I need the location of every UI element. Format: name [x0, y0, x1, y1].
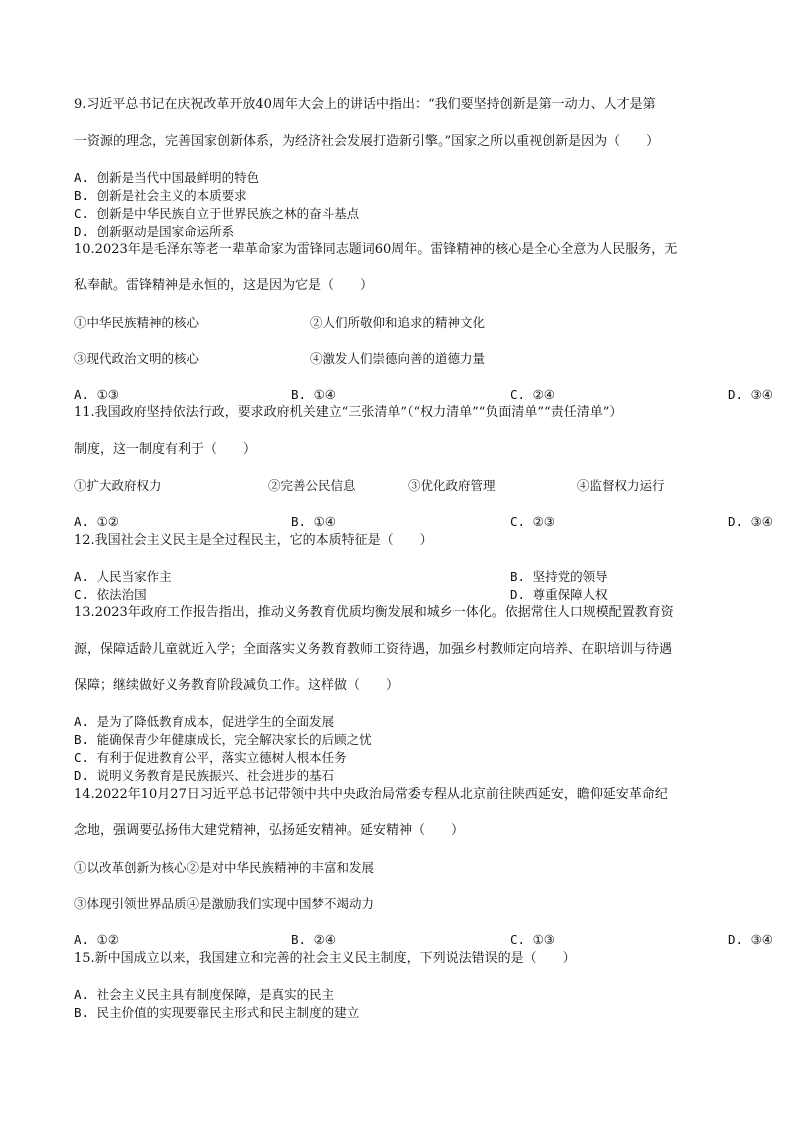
q11-option-d: D. ③④	[728, 514, 773, 529]
q10-item-4: ④激发人们崇德向善的道德力量	[310, 351, 486, 366]
q14-stem-line-1: 14.2022年10月27日习近平总书记带领中共中央政治局常委专程从北京前往陕西延安，瞻仰延安革命纪	[74, 787, 668, 802]
q10-stem-line-2: 私奉献。雷锋精神是永恒的，这是因为它是（ ）	[74, 278, 374, 293]
q14-option-d: D. ③④	[728, 932, 773, 947]
q10-item-3: ③现代政治文明的核心	[74, 351, 200, 366]
q9-option-d: D. 创新驱动是国家命运所系	[74, 224, 235, 239]
q15-stem-line-1: 15.新中国成立以来，我国建立和完善的社会主义民主制度，下列说法错误的是（ ）	[74, 951, 576, 966]
q9-stem-line-2: 一资源的理念，完善国家创新体系，为经济社会发展打造新引擎。”国家之所以重视创新是因为（ ）	[74, 134, 660, 149]
q15-option-a: A. 社会主义民主具有制度保障，是真实的民主	[74, 987, 335, 1002]
q13-stem-line-3: 保障；继续做好义务教育阶段减负工作。这样做（ ）	[74, 678, 400, 693]
q12-option-c: C. 依法治国	[74, 587, 147, 602]
q12-option-a: A. 人民当家作主	[74, 569, 172, 584]
q9-option-c: C. 创新是中华民族自立于世界民族之林的奋斗基点	[74, 206, 360, 221]
q12-option-d: D. 尊重保障人权	[510, 587, 608, 602]
q10-option-a: A. ①③	[74, 387, 119, 402]
q10-option-c: C. ②④	[510, 387, 555, 402]
q9-stem-line-1: 9.习近平总书记在庆祝改革开放40周年大会上的讲话中指出：“我们要坚持创新是第一动力、人才是第	[74, 97, 656, 112]
q9-option-a: A. 创新是当代中国最鲜明的特色	[74, 170, 260, 185]
q11-option-c: C. ②③	[510, 514, 555, 529]
q11-option-b: B. ①④	[291, 514, 336, 529]
q13-stem-line-1: 13.2023年政府工作报告指出，推动义务教育优质均衡发展和城乡一体化。依据常住人口规模配置教育资	[74, 605, 674, 620]
q13-option-c: C. 有利于促进教育公平，落实立德树人根本任务	[74, 750, 347, 765]
q11-option-a: A. ①②	[74, 514, 119, 529]
q10-item-1: ①中华民族精神的核心	[74, 315, 200, 330]
q11-item-3: ③优化政府管理	[408, 478, 496, 493]
q13-stem-line-2: 源，保障适龄儿童就近入学；全面落实义务教育教师工资待遇，加强乡村教师定向培养、在职培训与待遇	[74, 642, 673, 657]
q10-item-2: ②人们所敬仰和追求的精神文化	[310, 315, 486, 330]
q11-stem-line-2: 制度，这一制度有利于（ ）	[74, 442, 257, 457]
q14-option-c: C. ①③	[510, 932, 555, 947]
q13-option-a: A. 是为了降低教育成本，促进学生的全面发展	[74, 714, 335, 729]
q11-item-1: ①扩大政府权力	[74, 478, 162, 493]
q14-option-a: A. ①②	[74, 932, 119, 947]
q11-stem-line-1: 11.我国政府坚持依法行政，要求政府机关建立“三张清单”（“权力清单”“负面清单”“责任清单”）	[74, 405, 623, 420]
q13-option-d: D. 说明义务教育是民族振兴、社会进步的基石	[74, 768, 335, 783]
q10-option-b: B. ①④	[291, 387, 336, 402]
q9-option-b: B. 创新是社会主义的本质要求	[74, 188, 247, 203]
q14-stem-line-2: 念地，强调要弘扬伟大建党精神，弘扬延安精神。延安精神（ ）	[74, 823, 465, 838]
q13-option-b: B. 能确保青少年健康成长，完全解决家长的后顾之忧	[74, 732, 372, 747]
q11-item-4: ④监督权力运行	[577, 478, 665, 493]
q11-item-2: ②完善公民信息	[268, 478, 356, 493]
q10-stem-line-1: 10.2023年是毛泽东等老一辈革命家为雷锋同志题词60周年。雷锋精神的核心是全心全意为人民服务，无	[74, 242, 678, 257]
q15-option-b: B. 民主价值的实现要靠民主形式和民主制度的建立	[74, 1005, 360, 1020]
q14-items-line-1: ①以改革创新为核心②是对中华民族精神的丰富和发展	[74, 860, 375, 875]
q12-stem-line-1: 12.我国社会主义民主是全过程民主，它的本质特征是（ ）	[74, 533, 433, 548]
q12-option-b: B. 坚持党的领导	[510, 569, 608, 584]
q14-option-b: B. ②④	[291, 932, 336, 947]
q14-items-line-2: ③体现引领世界品质④是激励我们实现中国梦不竭动力	[74, 896, 375, 911]
q10-option-d: D. ③④	[728, 387, 773, 402]
